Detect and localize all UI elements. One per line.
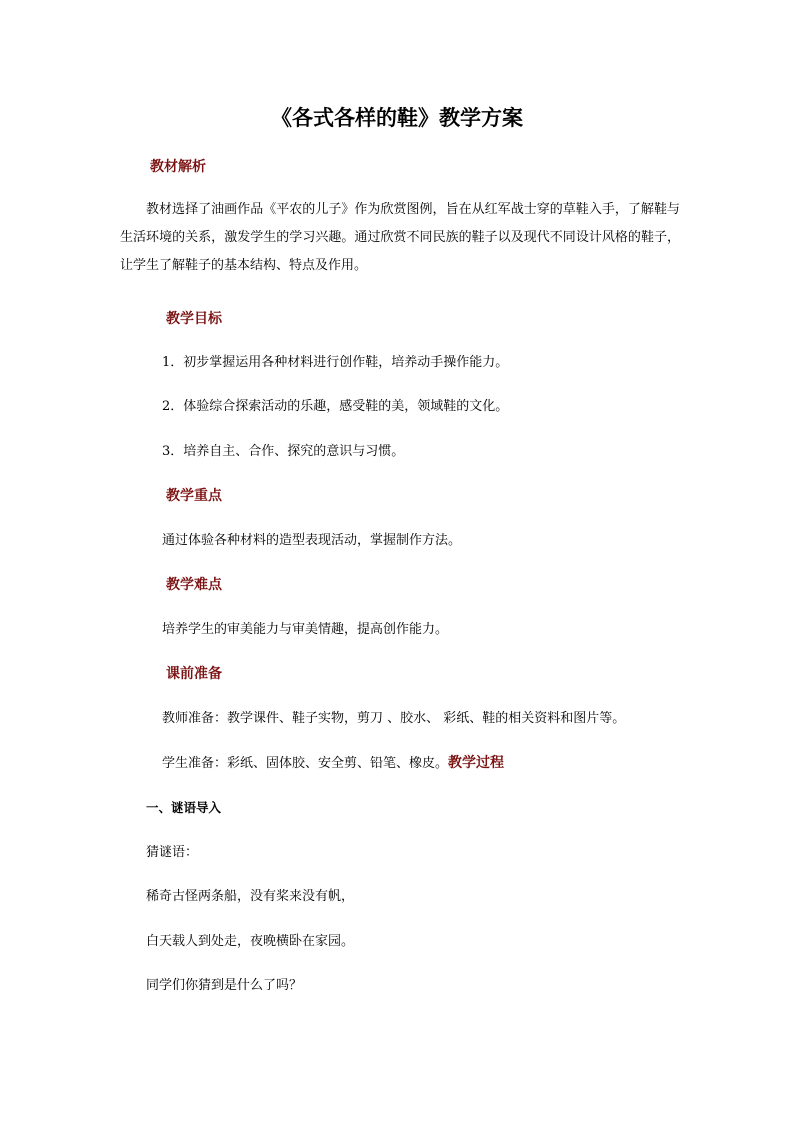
riddle-line-2: 白天载人到处走，夜晚横卧在家园。	[146, 934, 355, 949]
key-points-text: 通过体验各种材料的造型表现活动，掌握制作方法。	[162, 533, 462, 548]
riddle-intro: 猜谜语：	[146, 845, 199, 860]
goal-item-1: 1．初步掌握运用各种材料进行创作鞋，培养动手操作能力。	[162, 355, 509, 370]
heading-key-points: 教学重点	[166, 488, 222, 504]
heading-analysis: 教材解析	[150, 159, 206, 175]
heading-difficulties: 教学难点	[166, 577, 222, 593]
difficulties-text: 培养学生的审美能力与审美情趣，提高创作能力。	[162, 622, 449, 637]
heading-process: 教学过程	[448, 755, 505, 771]
goal-item-3: 3．培养自主、合作、探究的意识与习惯。	[162, 444, 405, 459]
heading-goals: 教学目标	[166, 311, 222, 327]
student-preparation-line	[162, 753, 504, 774]
teacher-preparation: 教师准备：教学课件、鞋子实物，剪刀 、胶水、 彩纸、鞋的相关资料和图片等。	[162, 711, 626, 726]
goal-item-2: 2．体验综合探索活动的乐趣，感受鞋的美，领域鞋的文化。	[162, 399, 509, 414]
process-part1-heading: 一、谜语导入	[146, 800, 222, 815]
riddle-line-1: 稀奇古怪两条船，没有桨来没有帆，	[146, 889, 355, 904]
heading-preparation: 课前准备	[166, 666, 222, 682]
document-title: 《各式各样的鞋》教学方案	[271, 105, 523, 130]
analysis-paragraph: 教材选择了油画作品《平农的儿子》作为欣赏图例，旨在从红军战士穿的草鞋入手，了解鞋与生活环境的关系，激发学生的学习兴趣。通过欣赏不同民族的鞋子以及现代不同设计风格的鞋子，让学生了解鞋子的基本结构、特点及作用。	[120, 202, 680, 273]
student-preparation: 学生准备：彩纸、固体胶、安全剪、铅笔、橡皮。	[162, 756, 449, 771]
riddle-question: 同学们你猜到是什么了吗？	[146, 978, 303, 993]
